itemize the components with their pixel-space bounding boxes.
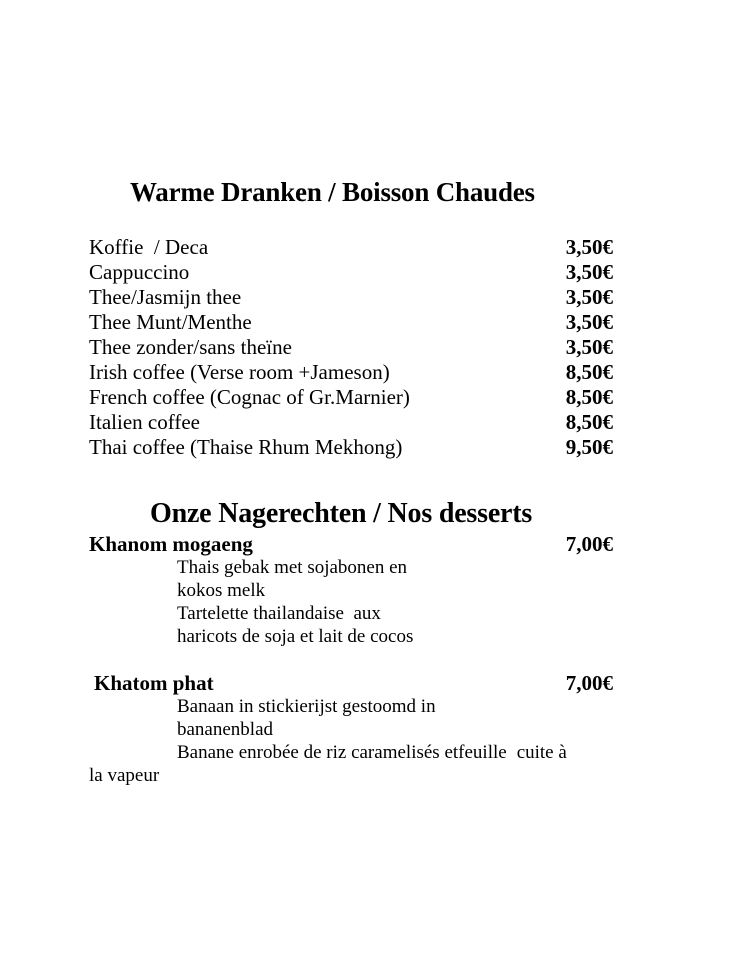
dessert-description [177,695,436,741]
list-item [89,260,615,285]
dessert-item-header [89,532,615,557]
drink-name: Italien coffee [89,410,200,434]
drink-name: Cappuccino [89,260,190,284]
description-line: Thais gebak met sojabonen en [177,557,408,578]
description-line: bananenblad [177,719,274,740]
description-line: cuite à [516,742,567,763]
list-item [89,360,615,385]
list-item [89,235,615,260]
drink-name: French coffee (Cognac of Gr.Marnier) [89,385,410,409]
drink-price: 3,50€ [565,335,613,359]
description-line: haricots de soja et lait de cocos [177,626,414,647]
description-line: Tartelette thailandaise aux [177,603,381,624]
list-item [89,310,615,335]
drink-price: 3,50€ [565,310,613,334]
list-item [89,335,615,360]
dessert-description [177,556,413,648]
description-line: la vapeur [89,765,160,786]
list-item [89,435,615,460]
description-line: kokos melk [177,580,266,601]
drink-price: 3,50€ [565,235,613,259]
dessert-price: 7,00€ [565,671,613,695]
list-item [89,410,615,435]
drink-name: Koffie / Deca [89,235,209,259]
drink-name: Thee/Jasmijn thee [89,285,242,309]
description-line: Banane enrobée de riz caramelisés etfeuille [177,742,507,763]
dessert-name: Khanom mogaeng [89,532,253,556]
drink-price: 3,50€ [565,260,613,284]
desserts-section-title: Onze Nagerechten / Nos desserts [150,498,533,529]
drink-price: 3,50€ [565,285,613,309]
dessert-name: Khatom phat [94,671,214,695]
description-line: Banaan in stickierijst gestoomd in [177,696,436,717]
dessert-description-line-wrap [177,741,567,764]
list-item [89,285,615,310]
drink-price: 8,50€ [565,360,613,384]
drink-price: 9,50€ [565,435,613,459]
drink-price: 8,50€ [565,385,613,409]
dessert-item-header [94,671,615,696]
drink-name: Irish coffee (Verse room +Jameson) [89,360,390,384]
list-item [89,385,615,410]
drink-name: Thai coffee (Thaise Rhum Mekhong) [89,435,403,459]
drinks-list [89,235,615,460]
drinks-section-title: Warme Dranken / Boisson Chaudes [130,177,535,207]
drink-price: 8,50€ [565,410,613,434]
dessert-price: 7,00€ [565,532,613,556]
drink-name: Thee zonder/sans theïne [89,335,292,359]
drink-name: Thee Munt/Menthe [89,310,252,334]
